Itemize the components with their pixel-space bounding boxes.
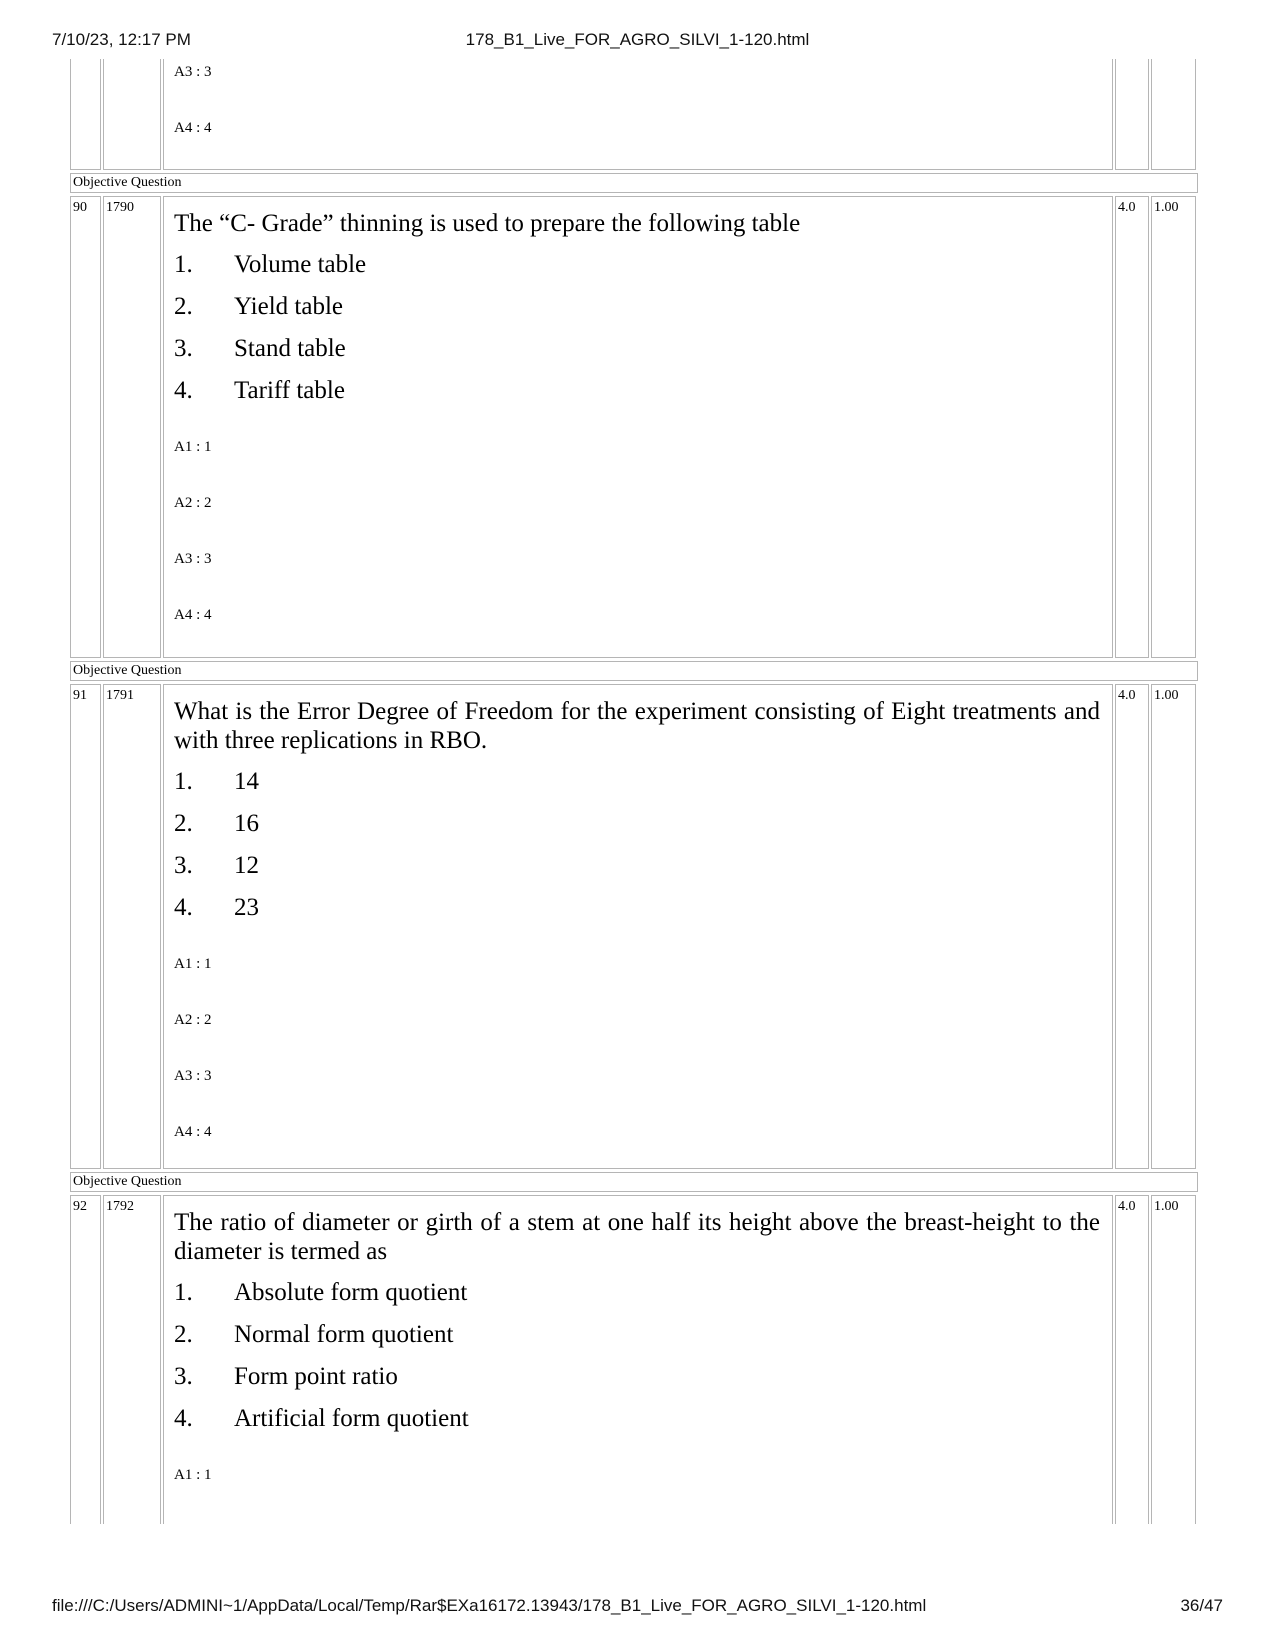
option-text: Stand table (234, 335, 346, 362)
qid-cell (103, 59, 161, 170)
negative-cell (1151, 59, 1196, 170)
option-number: 1. (174, 768, 193, 795)
option-text: Yield table (234, 293, 343, 320)
question-cell (163, 196, 1113, 658)
option-number: 3. (174, 1363, 193, 1390)
question-cell (163, 59, 1113, 170)
section-label: Objective Question (70, 173, 1198, 193)
option (174, 1362, 1100, 1391)
option (174, 1320, 1100, 1349)
question-text: The “C- Grade” thinning is used to prepare the following table (174, 210, 801, 237)
option (174, 893, 1100, 922)
answer-label: A2 : 2 (174, 1012, 212, 1028)
qid-cell: 1792 (103, 1195, 161, 1524)
option-text: Form point ratio (234, 1363, 398, 1390)
sno-cell: 91 (70, 684, 101, 1169)
option (174, 376, 1100, 405)
qid-cell: 1791 (103, 684, 161, 1169)
section-label: Objective Question (70, 1172, 1198, 1192)
answer-label: A3 : 3 (174, 64, 212, 80)
marks-cell: 4.0 (1115, 1195, 1149, 1524)
option-text: Absolute form quotient (234, 1279, 468, 1306)
answer-label: A4 : 4 (174, 1124, 212, 1140)
option-number: 4. (174, 377, 193, 404)
page-number: 36/47 (1180, 1596, 1223, 1615)
option-text: Normal form quotient (234, 1321, 454, 1348)
option-number: 1. (174, 251, 193, 278)
partial-question-row (70, 58, 1198, 170)
option-text: Tariff table (234, 377, 345, 404)
option (174, 292, 1100, 321)
option-number: 2. (174, 1321, 193, 1348)
option-text: 14 (234, 768, 259, 795)
option-number: 4. (174, 894, 193, 921)
file-path: file:///C:/Users/ADMINI~1/AppData/Local/Temp/Rar$EXa16172.13943/178_B1_Live_FOR_AGRO_SILVI_1-120.html (52, 1596, 927, 1615)
option-text: Volume table (234, 251, 367, 278)
document-title: 178_B1_Live_FOR_AGRO_SILVI_1-120.html (465, 30, 810, 49)
marks-cell: 4.0 (1115, 684, 1149, 1169)
question-text: What is the Error Degree of Freedom for the experiment consisting of Eight treatments and with three replications in RBO. (174, 698, 1100, 754)
option-number: 3. (174, 852, 193, 879)
negative-marks-cell: 1.00 (1151, 684, 1196, 1169)
sno-cell: 92 (70, 1195, 101, 1524)
option (174, 1404, 1100, 1433)
option-number: 3. (174, 335, 193, 362)
negative-marks-cell: 1.00 (1151, 196, 1196, 658)
sno-cell: 90 (70, 196, 101, 658)
option (174, 1278, 1100, 1307)
option-number: 4. (174, 1405, 193, 1432)
answer-label: A3 : 3 (174, 551, 212, 567)
option-number: 2. (174, 293, 193, 320)
answer-label: A1 : 1 (174, 439, 212, 455)
negative-marks-cell: 1.00 (1151, 1195, 1196, 1524)
answer-label: A1 : 1 (174, 956, 212, 972)
option (174, 334, 1100, 363)
answer-label: A4 : 4 (174, 607, 212, 623)
section-label: Objective Question (70, 661, 1198, 681)
answer-label: A1 : 1 (174, 1467, 212, 1483)
answer-label: A4 : 4 (174, 120, 212, 136)
option-text: Artificial form quotient (234, 1405, 469, 1432)
option (174, 250, 1100, 279)
option-number: 1. (174, 1279, 193, 1306)
qid-cell: 1790 (103, 196, 161, 658)
sno-cell (70, 59, 101, 170)
question-cell (163, 684, 1113, 1169)
option (174, 767, 1100, 796)
marks-cell: 4.0 (1115, 196, 1149, 658)
option-number: 2. (174, 810, 193, 837)
answer-label: A3 : 3 (174, 1068, 212, 1084)
option (174, 851, 1100, 880)
option-text: 23 (234, 894, 259, 921)
option-text: 16 (234, 810, 259, 837)
question-text: The ratio of diameter or girth of a stem at one half its height above the breast-height to the diameter is termed as (174, 1209, 1100, 1265)
question-row (70, 683, 1198, 1169)
option (174, 809, 1100, 838)
marks-cell (1115, 59, 1149, 170)
answer-label: A2 : 2 (174, 495, 212, 511)
print-datetime: 7/10/23, 12:17 PM (52, 30, 191, 49)
option-text: 12 (234, 852, 259, 879)
question-row (70, 195, 1198, 658)
question-cell (163, 1195, 1113, 1524)
question-paper-table (70, 58, 1198, 1524)
question-row (70, 1194, 1198, 1524)
